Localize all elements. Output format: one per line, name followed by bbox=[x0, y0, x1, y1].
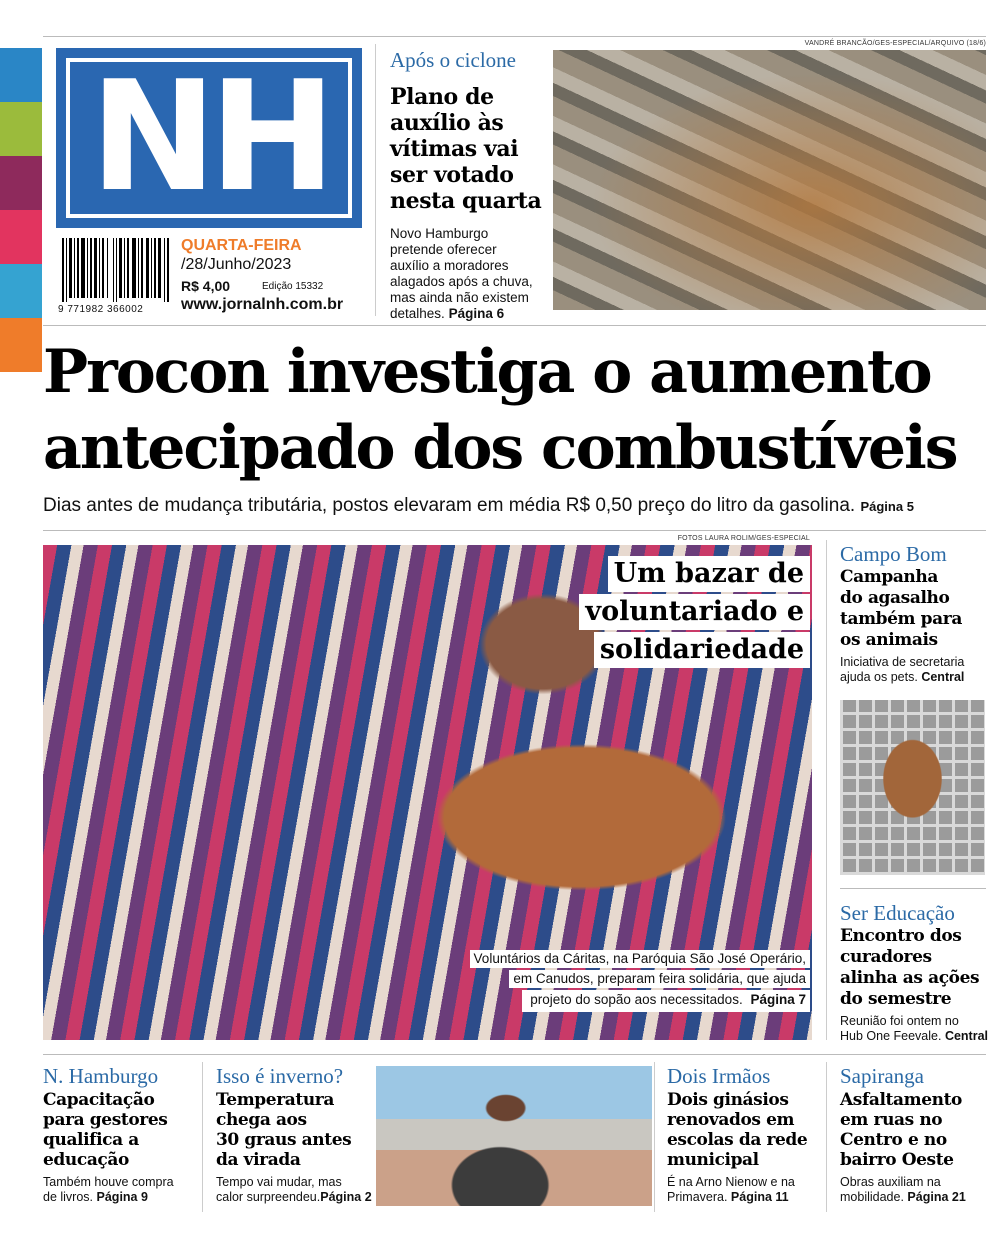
page-ref[interactable]: Página 21 bbox=[907, 1190, 966, 1204]
headline-line: para gestores bbox=[43, 1110, 168, 1130]
headline-line: Encontro dos bbox=[840, 926, 962, 946]
page-ref[interactable]: Central bbox=[921, 670, 965, 684]
page-ref[interactable]: Página 11 bbox=[730, 1190, 789, 1204]
inverno-body bbox=[216, 1175, 374, 1205]
headline-line: alinha as ações bbox=[840, 968, 980, 988]
body-line: auxílio a moradores bbox=[390, 258, 509, 273]
headline-line: antecipado dos combustíveis bbox=[43, 413, 957, 483]
body-line: alagados após a chuva, bbox=[390, 274, 533, 289]
headline-line: ser votado bbox=[390, 162, 514, 188]
body-line: Também houve compra bbox=[43, 1175, 174, 1189]
page-ref[interactable]: Central bbox=[944, 1029, 989, 1043]
headline-line: qualifica a bbox=[43, 1130, 139, 1150]
headline-line: bairro Oeste bbox=[840, 1150, 954, 1170]
headline-line: os animais bbox=[840, 630, 938, 650]
divider bbox=[840, 888, 986, 889]
headline-line: renovados em bbox=[667, 1110, 795, 1130]
body-line: de livros. bbox=[43, 1190, 94, 1204]
body-line: Reunião foi ontem no bbox=[840, 1014, 959, 1028]
divider bbox=[654, 1062, 655, 1212]
headline-line: em ruas no bbox=[840, 1110, 943, 1130]
sapiranga-headline[interactable] bbox=[840, 1090, 990, 1170]
dois-irmaos-kicker: Dois Irmãos bbox=[667, 1064, 771, 1088]
page-ref[interactable]: Página 5 bbox=[860, 499, 914, 514]
strip-segment bbox=[0, 102, 42, 156]
headline-line: Capacitação bbox=[43, 1090, 155, 1110]
subtitle-text: Dias antes de mudança tributária, postos elevaram em média R$ 0,50 preço do litro da gasolina. bbox=[43, 495, 856, 516]
headline-line: 30 graus antes bbox=[216, 1130, 352, 1150]
body-line: calor surpreendeu. bbox=[216, 1190, 321, 1204]
ser-educacao-body bbox=[840, 1014, 990, 1044]
headline-line: Centro e no bbox=[840, 1130, 947, 1150]
headline-line: vítimas vai bbox=[390, 136, 519, 162]
body-line: Novo Hamburgo bbox=[390, 226, 489, 241]
barcode bbox=[62, 238, 170, 302]
headline-line: do semestre bbox=[840, 989, 952, 1009]
ser-educacao-headline[interactable] bbox=[840, 926, 990, 1010]
headline-line: Temperatura bbox=[216, 1090, 334, 1110]
body-line: Obras auxiliam na bbox=[840, 1175, 941, 1189]
inverno-headline[interactable] bbox=[216, 1090, 371, 1170]
edition: Edição 15332 bbox=[262, 281, 324, 292]
website-link[interactable]: www.jornalnh.com.br bbox=[181, 296, 344, 313]
top-story-kicker: Após o ciclone bbox=[390, 48, 516, 72]
strip-segment bbox=[0, 48, 42, 102]
headline-line: Dois ginásios bbox=[667, 1090, 789, 1110]
nh-body bbox=[43, 1175, 198, 1205]
headline-line: Plano de bbox=[390, 84, 494, 110]
headline-line: municipal bbox=[667, 1150, 759, 1170]
photo-credit: FOTOS LAURA ROLIM/GES-ESPECIAL bbox=[677, 535, 810, 542]
body-line: mas ainda não existem bbox=[390, 290, 529, 305]
headline-line: educação bbox=[43, 1150, 129, 1170]
body-line: ajuda os pets. bbox=[840, 670, 918, 684]
strip-segment bbox=[0, 156, 42, 210]
newspaper-logo[interactable] bbox=[56, 48, 362, 228]
body-line: Hub One Feevale. bbox=[840, 1029, 942, 1043]
sapiranga-kicker: Sapiranga bbox=[840, 1064, 924, 1088]
headline-line: auxílio às bbox=[390, 110, 504, 136]
body-line: Tempo vai mudar, mas bbox=[216, 1175, 342, 1189]
headline-line: do agasalho bbox=[840, 588, 950, 608]
date: /28/Junho/2023 bbox=[181, 256, 292, 273]
bazar-caption bbox=[470, 950, 810, 1014]
headline-line: Campanha bbox=[840, 567, 938, 587]
strip-segment bbox=[0, 318, 42, 372]
headline-line: chega aos bbox=[216, 1110, 307, 1130]
body-line: É na Arno Nienow e na bbox=[667, 1175, 795, 1189]
nh-kicker: N. Hamburgo bbox=[43, 1064, 159, 1088]
lead-subtitle bbox=[43, 494, 993, 519]
page-ref[interactable]: Página 2 bbox=[320, 1190, 372, 1204]
top-story-headline[interactable] bbox=[390, 84, 550, 214]
body-line: Primavera. bbox=[667, 1190, 728, 1204]
divider bbox=[43, 530, 986, 531]
top-rule bbox=[43, 36, 986, 37]
color-strip bbox=[0, 48, 42, 372]
sapiranga-body bbox=[840, 1175, 990, 1205]
divider bbox=[202, 1062, 203, 1212]
caption-line: Voluntários da Cáritas, na Paróquia São José Operário, bbox=[470, 950, 810, 968]
ser-educacao-kicker: Ser Educação bbox=[840, 901, 955, 925]
headline-line: da virada bbox=[216, 1150, 301, 1170]
divider bbox=[826, 540, 827, 1040]
body-line: Iniciativa de secretaria bbox=[840, 655, 965, 669]
caption-line: projeto do sopão aos necessitados. bbox=[526, 991, 746, 1009]
heat-photo[interactable] bbox=[376, 1066, 652, 1206]
page-ref[interactable]: Página 6 bbox=[448, 306, 505, 321]
strip-segment bbox=[0, 210, 42, 264]
bazar-title[interactable] bbox=[579, 556, 810, 670]
campo-bom-headline[interactable] bbox=[840, 567, 990, 651]
photo-credit: VANDRÉ BRANCÃO/GES-ESPECIAL/ARQUIVO (18/6) bbox=[804, 40, 986, 47]
nh-headline[interactable] bbox=[43, 1090, 198, 1170]
barcode-number: 9 771982 366002 bbox=[58, 304, 144, 315]
page-ref[interactable]: Página 9 bbox=[96, 1190, 148, 1204]
divider bbox=[826, 1062, 827, 1212]
top-story-body bbox=[390, 226, 550, 322]
title-line: voluntariado e bbox=[579, 594, 810, 630]
campo-bom-kicker: Campo Bom bbox=[840, 542, 947, 566]
dog-photo[interactable] bbox=[840, 700, 985, 875]
lead-headline[interactable] bbox=[43, 334, 993, 486]
weekday: QUARTA-FEIRA bbox=[181, 237, 302, 254]
price: R$ 4,00 bbox=[181, 278, 231, 294]
body-line: pretende oferecer bbox=[390, 242, 497, 257]
headline-line: curadores bbox=[840, 947, 932, 967]
headline-line: escolas da rede bbox=[667, 1130, 808, 1150]
headline-line: nesta quarta bbox=[390, 188, 542, 214]
body-line: detalhes. bbox=[390, 306, 445, 321]
title-line: Um bazar de bbox=[608, 556, 810, 592]
headline-line: Asfaltamento bbox=[840, 1090, 962, 1110]
dois-irmaos-body bbox=[667, 1175, 822, 1205]
headline-line: Procon investiga o aumento bbox=[43, 337, 931, 407]
headline-line: também para bbox=[840, 609, 962, 629]
title-line: solidariedade bbox=[594, 632, 810, 668]
divider bbox=[375, 44, 376, 316]
inverno-kicker: Isso é inverno? bbox=[216, 1064, 344, 1088]
divider bbox=[43, 325, 986, 326]
dois-irmaos-headline[interactable] bbox=[667, 1090, 822, 1170]
page-ref[interactable]: Página 7 bbox=[750, 992, 806, 1007]
body-line: mobilidade. bbox=[840, 1190, 904, 1204]
logo-text: NH bbox=[70, 62, 348, 214]
divider bbox=[43, 1054, 986, 1055]
caption-line: em Canudos, preparam feira solidária, que ajuda bbox=[509, 970, 810, 988]
campo-bom-body bbox=[840, 655, 990, 685]
flood-photo[interactable] bbox=[553, 50, 986, 310]
strip-segment bbox=[0, 264, 42, 318]
